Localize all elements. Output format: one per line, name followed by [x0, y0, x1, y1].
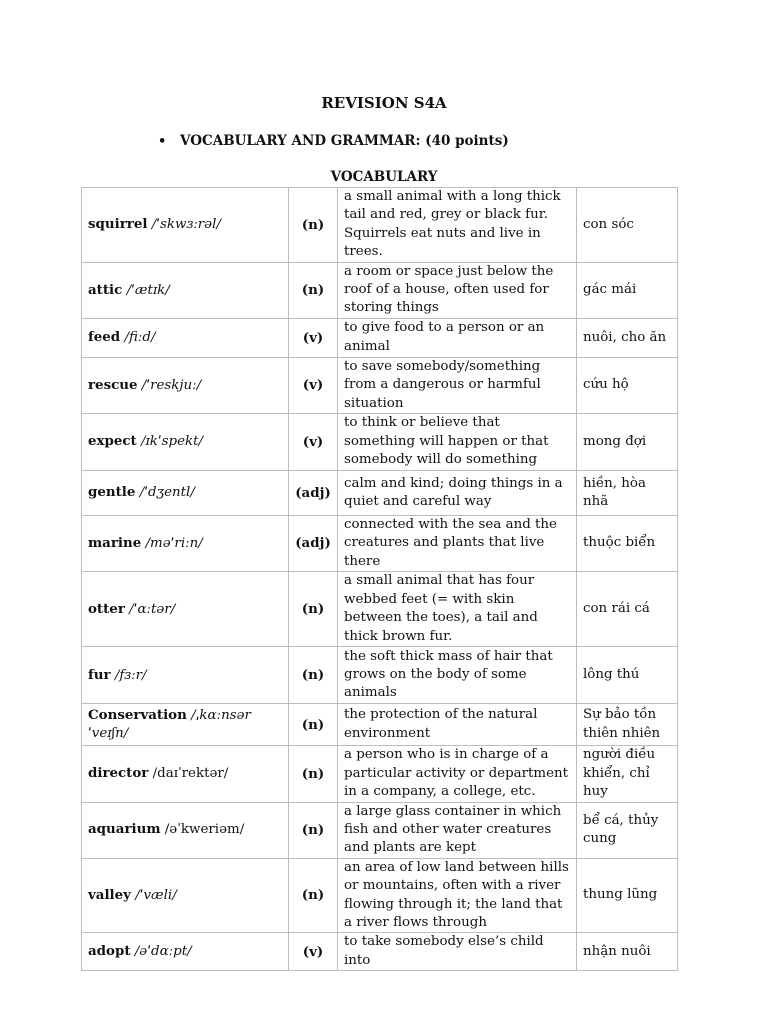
definition: a room or space just below the roof of a house, often used for storing things [338, 262, 577, 318]
definition: the protection of the natural environment [338, 704, 577, 746]
definition: to think or believe that something will happen or that somebody will do something [338, 414, 577, 471]
term-pronunciation: /ˈdʒentl/ [139, 485, 195, 501]
table-row [82, 262, 678, 318]
table-row [82, 858, 678, 933]
term-pronunciation: /əˈkweriəm/ [164, 822, 245, 838]
section-heading [158, 133, 509, 149]
term-word: otter [88, 600, 125, 617]
definition: to give food to a person or an animal [338, 318, 577, 357]
vocabulary-table [81, 187, 678, 971]
term-cell [82, 262, 289, 318]
table-row [82, 572, 678, 647]
term-word: aquarium [88, 821, 161, 838]
term-pronunciation: /ˈskwɜːrəl/ [151, 217, 221, 233]
term-cell [82, 746, 289, 802]
term-cell [82, 318, 289, 357]
term-cell [82, 357, 289, 413]
term-cell [82, 802, 289, 858]
translation: hiền, hòa nhã [577, 471, 678, 516]
term-word: director [88, 765, 149, 782]
term-word: fur [88, 666, 111, 683]
table-row [82, 516, 678, 572]
definition: to save somebody/something from a dangerous or harmful situation [338, 357, 577, 413]
part-of-speech: (n) [289, 704, 338, 746]
term-cell [82, 704, 289, 746]
term-pronunciation: /ˈɑːtər/ [129, 601, 176, 617]
table-row [82, 933, 678, 971]
part-of-speech: (n) [289, 188, 338, 263]
vocabulary-heading: VOCABULARY [330, 169, 438, 185]
table-row [82, 471, 678, 516]
part-of-speech: (v) [289, 357, 338, 413]
translation: con rái cá [577, 572, 678, 647]
translation: lông thú [577, 647, 678, 704]
term-pronunciation: /ˈvæli/ [135, 887, 177, 903]
part-of-speech: (n) [289, 572, 338, 647]
part-of-speech: (n) [289, 858, 338, 933]
translation: thung lũng [577, 858, 678, 933]
term-cell [82, 471, 289, 516]
part-of-speech: (v) [289, 318, 338, 357]
definition: a small animal that has four webbed feet (= with skin between the toes), a tail and thick brown fur. [338, 572, 577, 647]
term-pronunciation: /fiːd/ [124, 330, 156, 346]
bullet-marker: • [158, 134, 167, 149]
term-pronunciation: /ˌkɑːnsər ˈveɪʃn/ [88, 707, 251, 742]
definition: an area of low land between hills or mountains, often with a river flowing through it; the land that a river flows through [338, 858, 577, 933]
part-of-speech: (adj) [289, 516, 338, 572]
term-word: feed [88, 329, 121, 346]
part-of-speech: (v) [289, 414, 338, 471]
part-of-speech: (v) [289, 933, 338, 971]
translation: nhận nuôi [577, 933, 678, 971]
term-word: marine [88, 534, 142, 551]
translation: người điều khiển, chỉ huy [577, 746, 678, 802]
definition: a large glass container in which fish and other water creatures and plants are kept [338, 802, 577, 858]
term-word: valley [88, 886, 131, 903]
term-cell [82, 188, 289, 263]
translation: gác mái [577, 262, 678, 318]
term-word: expect [88, 433, 137, 450]
term-pronunciation: /ɪkˈspekt/ [141, 434, 204, 450]
part-of-speech: (n) [289, 802, 338, 858]
table-row [82, 188, 678, 263]
definition: a person who is in charge of a particular activity or department in a company, a college, etc. [338, 746, 577, 802]
part-of-speech: (n) [289, 262, 338, 318]
term-word: attic [88, 281, 123, 298]
term-pronunciation: /daɪˈrektər/ [152, 766, 229, 782]
translation: cứu hộ [577, 357, 678, 413]
part-of-speech: (n) [289, 746, 338, 802]
term-cell [82, 414, 289, 471]
term-cell [82, 933, 289, 971]
table-row [82, 357, 678, 413]
translation: nuôi, cho ăn [577, 318, 678, 357]
definition: to take somebody else’s child into [338, 933, 577, 971]
translation: con sóc [577, 188, 678, 263]
definition: the soft thick mass of hair that grows on the body of some animals [338, 647, 577, 704]
term-pronunciation: /əˈdɑːpt/ [134, 944, 192, 960]
term-pronunciation: /ˈreskjuː/ [141, 377, 202, 393]
definition: a small animal with a long thick tail and red, grey or black fur. Squirrels eat nuts and live in trees. [338, 188, 577, 263]
table-row [82, 802, 678, 858]
table-row [82, 414, 678, 471]
document-title: REVISION S4A [321, 94, 447, 112]
table-row [82, 704, 678, 746]
part-of-speech: (adj) [289, 471, 338, 516]
translation: mong đợi [577, 414, 678, 471]
definition: calm and kind; doing things in a quiet and careful way [338, 471, 577, 516]
table-row [82, 746, 678, 802]
section-heading-text: VOCABULARY AND GRAMMAR: (40 points) [180, 133, 509, 149]
term-pronunciation: /fɜːr/ [114, 667, 147, 683]
term-pronunciation: /ˈætɪk/ [126, 282, 170, 298]
definition: connected with the sea and the creatures and plants that live there [338, 516, 577, 572]
term-cell [82, 516, 289, 572]
translation: bể cá, thủy cung [577, 802, 678, 858]
term-word: adopt [88, 943, 131, 960]
translation: Sự bảo tồn thiên nhiên [577, 704, 678, 746]
table-row [82, 647, 678, 704]
term-word: Conservation [88, 706, 187, 723]
table-row [82, 318, 678, 357]
term-cell [82, 647, 289, 704]
translation: thuộc biển [577, 516, 678, 572]
term-cell [82, 572, 289, 647]
term-pronunciation: /məˈriːn/ [145, 535, 203, 551]
term-word: gentle [88, 484, 136, 501]
part-of-speech: (n) [289, 647, 338, 704]
term-word: rescue [88, 376, 138, 393]
term-cell [82, 858, 289, 933]
term-word: squirrel [88, 216, 148, 233]
